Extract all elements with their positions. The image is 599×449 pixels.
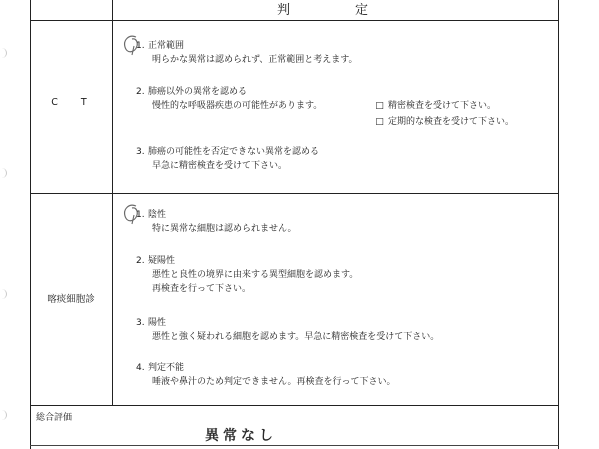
sputum-item-2-note: 再検査を行って下さい。 bbox=[152, 284, 252, 294]
binder-hole bbox=[0, 168, 7, 178]
ct-category-label: C T bbox=[51, 97, 97, 108]
binder-hole bbox=[0, 289, 7, 299]
option-label: 定期的な検査を受けて下さい。 bbox=[388, 117, 515, 127]
judgement-form bbox=[30, 0, 559, 449]
ct-item-1-description: 明らかな異常は認められず、正常範囲と考えます。 bbox=[152, 55, 358, 65]
item-title: 陽性 bbox=[148, 318, 167, 328]
item-number: 3. bbox=[136, 318, 145, 328]
border-left bbox=[30, 0, 31, 449]
item-number: 1. bbox=[136, 41, 145, 51]
sputum-item-1-description: 特に異常な細胞は認められません。 bbox=[152, 224, 297, 234]
item-title: 判定不能 bbox=[148, 363, 185, 373]
section-rule bbox=[30, 405, 559, 406]
checkbox-icon[interactable]: □ bbox=[375, 117, 384, 127]
item-number: 4. bbox=[136, 363, 145, 373]
item-title: 肺癌の可能性を否定できない異常を認める bbox=[148, 147, 320, 157]
item-title: 疑陽性 bbox=[148, 256, 176, 266]
binder-hole bbox=[0, 48, 7, 58]
sputum-item-3 bbox=[136, 317, 166, 330]
sputum-item-4 bbox=[136, 362, 184, 375]
sputum-item-2 bbox=[136, 255, 175, 268]
binder-hole bbox=[0, 410, 7, 420]
item-number: 2. bbox=[136, 87, 145, 97]
ct-option-regular-exam[interactable] bbox=[375, 116, 514, 129]
sputum-item-2-description: 悪性と良性の境界に由来する異型細胞を認めます。 bbox=[152, 270, 359, 280]
sputum-category-label: 喀痰細胞診 bbox=[47, 294, 95, 305]
column-divider bbox=[112, 0, 113, 406]
header-rule bbox=[30, 20, 559, 21]
ct-item-1 bbox=[136, 40, 184, 53]
ct-item-3 bbox=[136, 146, 319, 159]
overall-evaluation-label: 総合評価 bbox=[36, 413, 73, 423]
sputum-item-3-description: 悪性と強く疑われる細胞を認めます。早急に精密検査を受けて下さい。 bbox=[152, 332, 440, 342]
overall-evaluation-result: 異常なし bbox=[205, 428, 277, 444]
item-number: 1. bbox=[136, 210, 145, 220]
ct-item-2 bbox=[136, 86, 247, 99]
bottom-rule bbox=[30, 445, 559, 446]
item-title: 陰性 bbox=[148, 210, 167, 220]
item-title: 正常範囲 bbox=[148, 41, 185, 51]
ct-item-2-description: 慢性的な呼吸器疾患の可能性があります。 bbox=[152, 101, 323, 111]
border-right bbox=[558, 0, 559, 449]
item-title: 肺癌以外の異常を認める bbox=[148, 87, 248, 97]
section-rule bbox=[30, 193, 559, 194]
ct-option-close-exam[interactable] bbox=[375, 100, 496, 113]
item-number: 3. bbox=[136, 147, 145, 157]
item-number: 2. bbox=[136, 256, 145, 266]
option-label: 精密検査を受けて下さい。 bbox=[388, 101, 497, 111]
sputum-item-4-description: 唾液や鼻汁のため判定できません。再検査を行って下さい。 bbox=[152, 377, 396, 387]
sputum-item-1 bbox=[136, 209, 166, 222]
ct-item-3-description: 早急に精密検査を受けて下さい。 bbox=[152, 161, 288, 171]
checkbox-icon[interactable]: □ bbox=[375, 101, 384, 111]
header-title: 判 定 bbox=[276, 3, 394, 18]
